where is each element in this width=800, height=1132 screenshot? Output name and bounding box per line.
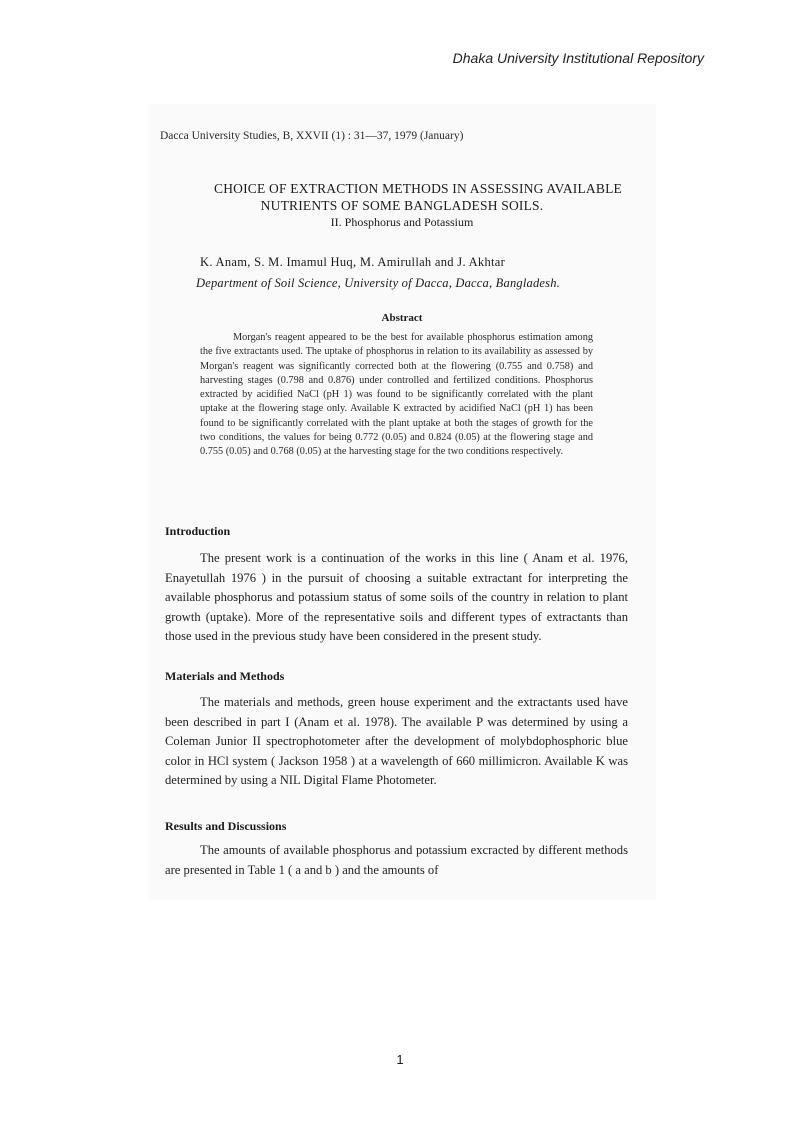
materials-methods-paragraph: The materials and methods, green house experiment and the extractants used have been described in part I (Anam et al. 1978). The available P was determined by using a Coleman Junior II spectrophotometer after the development of molybdophosphoric blue color in HCl system ( Jackson 1958 ) at a wavelength of 660 millimicron. Available K was determined by using a NIL Digital Flame Photometer. (165, 695, 628, 787)
title-line-2: NUTRIENTS OF SOME BANGLADESH SOILS. (260, 198, 544, 213)
introduction-paragraph: The present work is a continuation of the works in this line ( Anam et al. 1976, Enayetullah 1976 ) in the pursuit of choosing a suitable extractant for interpreting the available phosphorus and potassium status of some soils of the country in relation to plant growth (uptake). More of the representative soils and different types of extractants than those used in the previous study have been considered in the present study. (165, 551, 628, 643)
abstract-heading: Abstract (381, 312, 423, 324)
affiliation: Department of Soil Science, University of Dacca, Dacca, Bangladesh. (196, 276, 561, 290)
results-paragraph: The amounts of available phosphorus and potassium excracted by different methods are presented in Table 1 ( a and b ) and the amounts of (165, 843, 628, 877)
article-title (148, 180, 656, 230)
results-heading: Results and Discussions (165, 819, 287, 833)
abstract-body: Morgan's reagent appeared to be the best for available phosphorus estimation among the five extractants used. The uptake of phosphorus in relation to its availability as assessed by Morgan's reagent was significantly corrected both at the flowering (0.755 and 0.758) and harvesting stages (0.798 and 0.876) under controlled and fertilized conditions. Phosphorus extracted by acidified NaCl (pH 1) was found to be significantly correlated with the plant uptake at the flowering stage only. Available K extracted by acidified NaCl (pH 1) has been found to be significantly correlated with the plant uptake at both the stages of growth for the two conditions, the values for being 0.772 (0.05) and 0.824 (0.05) at the flowering stage and 0.755 (0.05) and 0.768 (0.05) at the harvesting stage for the two conditions respectively. (200, 332, 593, 458)
materials-methods-heading: Materials and Methods (165, 669, 285, 683)
introduction-heading: Introduction (165, 524, 231, 538)
page-number: 1 (396, 1052, 404, 1067)
repository-header: Dhaka University Institutional Repository (452, 50, 704, 66)
authors: K. Anam, S. M. Imamul Huq, M. Amirullah and J. Akhtar (200, 255, 506, 269)
title-line-1: CHOICE OF EXTRACTION METHODS IN ASSESSING AVAILABLE (214, 181, 622, 196)
journal-citation: Dacca University Studies, B, XXVII (1) : 31—37, 1979 (January) (160, 130, 464, 142)
title-line-3: II. Phosphorus and Potassium (330, 215, 474, 229)
